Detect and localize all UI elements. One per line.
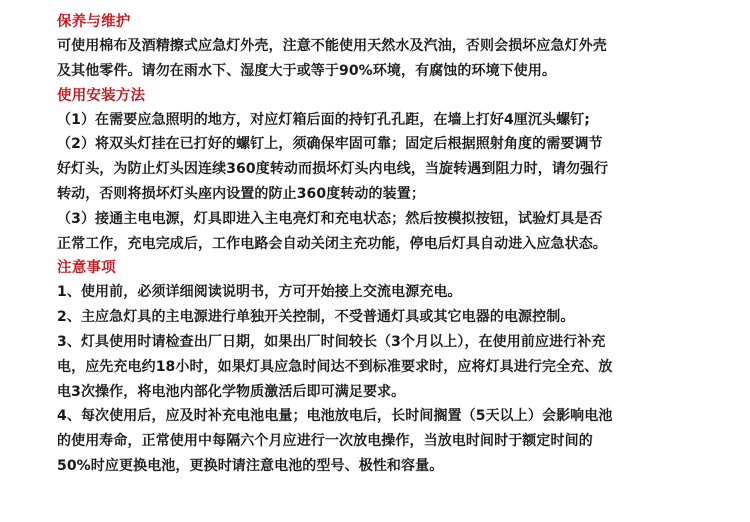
paragraph-line: 电，应先充电约18小时，如果灯具应急时间达不到标准要求时，应将灯具进行完全充、放: [57, 358, 613, 375]
section-heading-precautions: 注意事项: [57, 260, 116, 277]
paragraph-line: （2）将双头灯挂在已打好的螺钉上，须确保牢固可靠；固定后根据照射角度的需要调节: [57, 136, 603, 153]
document-page: [57, 10, 697, 479]
section-maintenance: [57, 10, 697, 84]
paragraph-line: 转动，否则将损坏灯头座内设置的防止360度转动的装置；: [57, 185, 425, 202]
paragraph-line: 4、每次使用后，应及时补充电池电量；电池放电后，长时间搁置（5天以上）会影响电池: [57, 408, 613, 425]
paragraph-line: 2、主应急灯具的主电源进行单独开关控制，不受普通灯具或其它电器的电源控制。: [57, 309, 575, 326]
paragraph-line: 50%时应更换电池，更换时请注意电池的型号、极性和容量。: [57, 457, 444, 474]
paragraph-line: 可使用棉布及酒精擦式应急灯外壳，注意不能使用天然水及汽油，否则会损坏应急灯外壳: [57, 38, 607, 54]
section-precautions: [57, 256, 697, 478]
paragraph-line: 好灯头，为防止灯头因连续360度转动而损坏灯头内电线，当旋转遇到阻力时，请勿强行: [57, 161, 609, 178]
paragraph-line: 正常工作，充电完成后，工作电路会自动关闭主充功能，停电后灯具自动进入应急状态。: [57, 235, 607, 252]
section-heading-installation: 使用安装方法: [57, 87, 146, 104]
paragraph-line: （1）在需要应急照明的地方，对应灯箱后面的持钉孔孔距，在墙上打好4厘沉头螺钉;: [57, 111, 590, 128]
section-heading-maintenance: 保养与维护: [57, 14, 131, 30]
paragraph-line: 的使用寿命，正常使用中每隔六个月应进行一次放电操作，当放电时间时于额定时间的: [57, 433, 593, 450]
section-installation: [57, 84, 697, 257]
paragraph-line: （3）接通主电电源，灯具即进入主电亮灯和充电状态；然后按模拟按钮，试验灯具是否: [57, 210, 603, 227]
paragraph-line: 电3次操作，将电池内部化学物质激活后即可满足要求。: [57, 383, 406, 400]
paragraph-line: 3、灯具使用时请检查出厂日期，如果出厂时间较长（3个月以上），在使用前应进行补充: [57, 333, 606, 350]
paragraph-line: 1、使用前，必须详细阅读说明书，方可开始接上交流电源充电。: [57, 284, 462, 301]
paragraph-line: 及其他零件。请勿在雨水下、湿度大于或等于90%环境，有腐蚀的环境下使用。: [57, 62, 557, 79]
